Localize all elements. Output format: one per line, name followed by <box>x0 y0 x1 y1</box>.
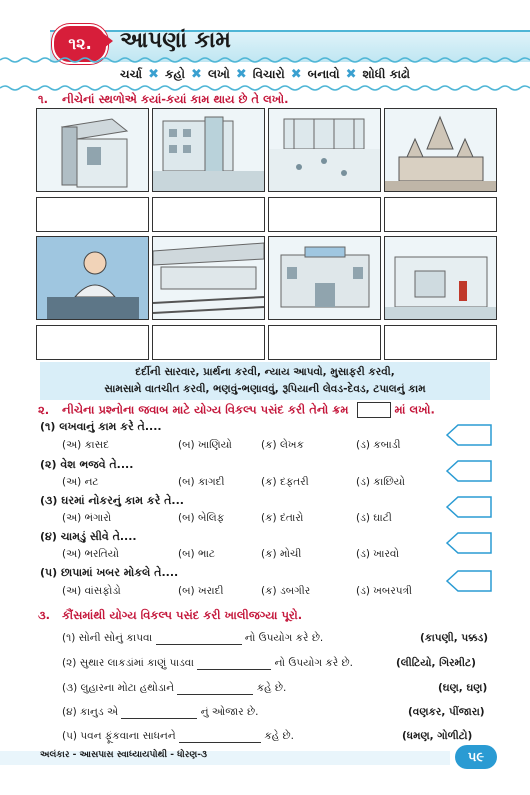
chapter-title: આપણાં કામ <box>120 28 231 53</box>
option-b[interactable]: (બ) ખરાદી <box>178 585 224 597</box>
q2-item-5-options <box>62 585 412 598</box>
skill-think: વિચારો <box>252 66 285 81</box>
question-text: નીચેના પ્રશ્નોના જવાબ માટે યોગ્ય વિકલ્પ પસંદ કરી તેનો ક્રમ <box>62 402 349 417</box>
word-bank-line-1: દર્દીની સારવાર, પ્રાર્થના કરવી, ન્યાય આપવો, મુસાફરી કરવી, <box>135 366 395 378</box>
q3-hint-1: (કાપણી, પક્કડ) <box>420 632 489 644</box>
answer-box-2[interactable] <box>152 197 265 232</box>
answer-box-sample <box>357 402 391 418</box>
question-text-end: માં લખો. <box>394 402 435 417</box>
answer-tag-3[interactable] <box>446 496 492 518</box>
answer-box-7[interactable] <box>268 325 381 360</box>
q2-item-3-options <box>62 512 392 525</box>
option-c[interactable]: (ક) દફતરી <box>261 476 309 488</box>
question-text: નીચેનાં સ્થળોએ કયાં-કયાં કામ થાય છે તે લખો. <box>62 92 289 106</box>
blank-field-5[interactable] <box>179 742 261 743</box>
q2-item-2-options <box>62 476 405 489</box>
option-d[interactable]: (ડ) ખારવો <box>356 548 400 560</box>
option-a[interactable]: (અ) વાંસફોડો <box>62 585 121 597</box>
option-c[interactable]: (ક) ડબગીર <box>261 585 311 597</box>
answer-tag-4[interactable] <box>446 532 492 554</box>
q3-item-3-post: કહે છે. <box>256 682 287 694</box>
q3-hint-2: (લીટિયો, ગિરમીટ) <box>396 657 476 669</box>
word-bank <box>40 362 490 400</box>
question-2-heading <box>38 402 435 418</box>
skill-discuss: ચર્ચા <box>119 66 143 81</box>
q3-hint-5: (ધમણ, ગોળીટો) <box>402 730 473 742</box>
question-3-heading <box>38 608 302 623</box>
cross-icon: ✖ <box>148 66 160 82</box>
answer-box-4[interactable] <box>384 197 497 232</box>
answer-tag-5[interactable] <box>446 570 492 592</box>
cross-icon: ✖ <box>191 66 202 82</box>
option-a[interactable]: (અ) ભંગારો <box>62 512 112 524</box>
page-number-badge: ૫૯ <box>455 745 497 769</box>
answer-box-3[interactable] <box>268 197 381 232</box>
option-b[interactable]: (બ) ખાણિયો <box>178 439 232 451</box>
answer-box-8[interactable] <box>384 325 497 360</box>
cross-icon: ✖ <box>345 66 357 82</box>
temple-image <box>384 108 497 192</box>
option-b[interactable]: (બ) ભાટ <box>178 548 216 560</box>
word-bank-line-2: સામસામે વાતચીત કરવી, ભણવું-ભણાવવું, રૂપિયાની લેવડ-દેવડ, ટપાલનું કામ <box>104 383 426 395</box>
office-worker-image <box>36 236 149 320</box>
question-1-heading <box>38 92 288 107</box>
q3-item-3-pre: (૩) લુહારના મોટા હથોડાને <box>62 682 175 694</box>
hospital-image <box>152 108 265 192</box>
answer-box-1[interactable] <box>36 197 149 232</box>
answer-tag-1[interactable] <box>446 424 492 446</box>
cross-icon: ✖ <box>290 66 302 82</box>
question-number: ૧. <box>38 92 49 106</box>
blank-field-1[interactable] <box>156 644 242 645</box>
railway-station-image <box>152 236 265 320</box>
option-c[interactable]: (ક) લેખક <box>261 439 304 451</box>
option-a[interactable]: (અ) કાસદ <box>62 439 109 451</box>
court-house-image <box>268 108 381 192</box>
answer-box-5[interactable] <box>36 325 149 360</box>
q3-item-5-pre: (પ) પવન ફૂંકવાના સાધનને <box>62 730 176 742</box>
blank-field-2[interactable] <box>197 669 271 670</box>
answer-box-6[interactable] <box>152 325 265 360</box>
option-a[interactable]: (અ) નટ <box>62 476 99 488</box>
question-number: ૩. <box>38 608 51 622</box>
question-number: ૨. <box>38 402 50 417</box>
chapter-number-badge: ૧૨. <box>52 24 108 64</box>
option-c[interactable]: (ક) દંતારો <box>261 512 304 524</box>
badge-arrow-icon <box>104 34 113 48</box>
q2-item-2: (૨) વેશ ભજવે તે.... <box>40 458 134 471</box>
q2-item-4-options <box>62 548 399 561</box>
bank-image <box>268 236 381 320</box>
q3-hint-4: (વણકર, પીંજારા) <box>408 706 485 718</box>
q3-hint-3: (ઘણ, ઘણ) <box>438 682 488 694</box>
q2-item-1: (૧) લખવાનું કામ કરે તે.... <box>40 420 162 433</box>
blank-field-3[interactable] <box>177 694 253 695</box>
skill-write: લખો <box>207 66 230 81</box>
q3-item-4 <box>62 706 258 719</box>
option-b[interactable]: (બ) કાગદી <box>178 476 225 488</box>
option-d[interactable]: (ડ) કાછિયો <box>356 476 405 488</box>
q3-item-3 <box>62 682 286 695</box>
option-d[interactable]: (ડ) ખબરપત્રી <box>356 585 413 597</box>
q2-item-4: (૪) ચામડું સીવે તે.... <box>40 530 137 543</box>
option-a[interactable]: (અ) ભરતિયો <box>62 548 119 560</box>
option-d[interactable]: (ડ) કબાડી <box>356 439 401 451</box>
q3-item-5 <box>62 730 294 743</box>
question-text: કૌંસમાંથી યોગ્ય વિકલ્પ પસંદ કરી ખાલીજગ્યા પૂરો. <box>62 608 303 622</box>
q3-item-4-pre: (૪) કાનુડ એ <box>62 706 119 718</box>
option-d[interactable]: (ડ) ઘાટી <box>356 512 392 524</box>
blank-field-4[interactable] <box>121 718 197 719</box>
option-c[interactable]: (ક) મોચી <box>261 548 302 560</box>
q3-item-1-post: નો ઉપયોગ કરે છે. <box>244 632 324 644</box>
q3-item-2-pre: (૨) સુથાર લાકડાંમાં કાણું પાડવા <box>62 657 194 669</box>
post-office-image <box>384 236 497 320</box>
q3-item-1 <box>62 632 323 645</box>
answer-tag-2[interactable] <box>446 460 492 482</box>
option-b[interactable]: (બ) બેલિફ <box>178 512 225 524</box>
q2-item-5: (પ) છાપામાં ખબર મોકલે તે.... <box>40 566 179 579</box>
wave-divider-bottom <box>0 84 530 92</box>
q3-item-5-post: કહે છે. <box>264 730 294 742</box>
q2-item-3: (૩) ઘરમાં નોકરનું કામ કરે તે... <box>40 494 184 507</box>
cross-icon: ✖ <box>235 66 247 82</box>
skill-make: બનાવો <box>307 66 340 81</box>
q3-item-1-pre: (૧) સોની સોનું કાપવા <box>62 632 153 644</box>
q3-item-2 <box>62 657 353 670</box>
q2-item-1-options <box>62 439 400 452</box>
q3-item-2-post: નો ઉપયોગ કરે છે. <box>274 657 354 669</box>
q3-item-4-post: નું ઓજાર છે. <box>200 706 259 718</box>
skills-bar <box>0 63 530 85</box>
page-footer <box>0 745 530 771</box>
skill-say: કહો <box>165 66 186 81</box>
footer-book-title: અલંકાર - આસપાસ સ્વાધ્યાયપોથી - ધોરણ-૩ <box>40 750 207 760</box>
skill-find: શોધી કાઢો <box>362 66 410 81</box>
telephone-booth-image <box>36 108 149 192</box>
